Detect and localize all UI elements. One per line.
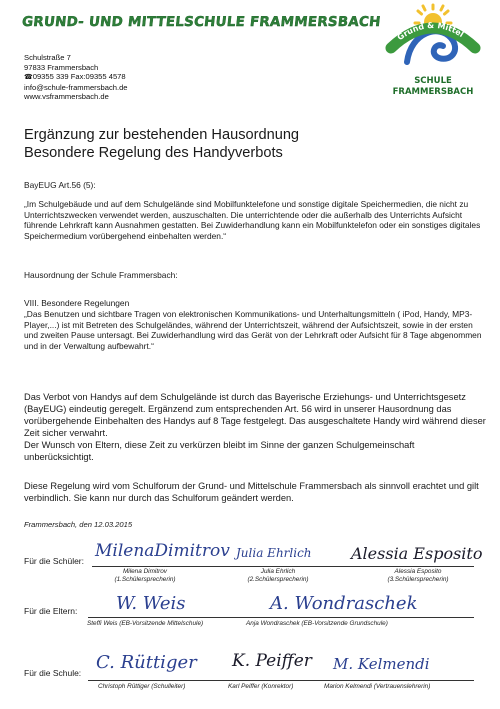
address-email: info@schule-frammersbach.de [24,82,128,92]
caption-student-2-name: Julia Ehrlich [260,568,296,575]
address-phone [24,72,128,83]
logo-graphic [377,2,489,78]
paragraph-1: Das Verbot von Handys auf dem Schulgelände ist durch das Bayerische Erziehungs- und Unterrichtsgesetz (BayEUG) eindeutig geregelt. Ergänzend zum entsprechenden Art. 56 wird in unserer Hausordnung das vorübergehende Einbehalten des Handys auf 8 Tage festgelegt. Das ausgeschaltete Handy wird während dieser Zeit sicher verwahrt. [24,392,486,438]
law-reference: BayEUG Art.56 (5): [24,180,96,190]
caption-parent-1: Steffi Weis (EB-Vorsitzende Mittelschule) [87,620,204,627]
address-street: Schulstraße 7 [24,53,71,62]
caption-parent-2: Anja Wondraschek (EB-Vorsitzende Grundschule) [246,620,388,627]
parents-signature-line [88,617,474,618]
students-signature-line [92,566,474,567]
school-signature-line [88,680,474,681]
signature-peiffer: K. Peiffer [232,651,312,671]
signature-weis: W. Weis [116,593,186,614]
signature-alessia: Alessia Esposito [351,544,483,563]
paragraph-2: Der Wunsch von Eltern, diese Zeit zu verkürzen bleibt im Sinne der ganzen Schulgemeinschaft unberücksichtigt. [24,439,415,462]
parents-label: Für die Eltern: [24,606,78,616]
paragraph-law [24,392,486,463]
caption-student-3-role: (3.Schülersprecherin) [387,576,449,583]
school-address [24,53,128,102]
paragraph-3: Diese Regelung wird vom Schulforum der Grund- und Mittelschule Frammersbach als sinnvoll erachtet und gilt verbindlich. Sie kann nur durch das Schulforum geändert werden. [24,481,479,503]
signature-wondraschek: A. Wondraschek [270,593,418,614]
caption-school-1: Christoph Rüttiger (Schulleiter) [98,683,186,690]
phone-icon: ☎ [24,74,33,82]
signature-julia: Julia Ehrlich [236,546,312,560]
address-web: www.vsframmersbach.de [24,92,109,102]
section-heading: VIII. Besondere Regelungen [24,298,130,308]
address-city: 97833 Frammersbach [24,62,99,72]
document-title [24,126,299,162]
signature-ruettiger: C. Rüttiger [96,652,197,673]
students-label: Für die Schüler: [24,556,84,566]
caption-student-1 [100,568,190,584]
logo-arc-text: Grund & Mittel [395,20,466,43]
caption-student-1-role: (1.Schülersprecherin) [114,576,176,583]
logo-line-schule: SCHULE [414,76,452,86]
signature-milena: MilenaDimitrov [95,541,230,561]
caption-student-3 [368,568,468,584]
caption-student-2-role: (2.Schülersprecherin) [247,576,309,583]
school-label: Für die Schule: [24,668,82,678]
caption-student-1-name: Milena Dimitrov [122,568,168,575]
title-line-1: Ergänzung zur bestehenden Hausordnung [24,127,300,143]
section-quote: „Das Benutzen und sichtbare Tragen von elektronischen Kommunikations- und Unterhaltungsmitteln ( iPod, Handy, MP3- Player,...) ist mit Betreten des Schulgeländes, während der Unterrichtszeit, während der Aufsichtszeit, sowie in der ersten und zweiten Pause untersagt. Bei Zuwiderhandlung wird das Gerät von der Lehrkraft oder Aufsicht für 8 Tage abgenommen und in der Verwaltung aufbewahrt.“ [24,309,482,351]
phone-fax-text: 09355 339 Fax:09355 4578 [32,72,126,82]
caption-student-3-name: Alessia Esposito [394,568,442,575]
caption-school-2: Karl Peiffer (Konrektor) [228,683,294,690]
date-line: Frammersbach, den 12.03.2015 [24,520,133,529]
school-logo [377,2,489,100]
signature-kelmendi: M. Kelmendi [333,655,430,673]
law-quote: „Im Schulgebäude und auf dem Schulgelände sind Mobilfunktelefone und sonstige digitale Speichermedien, die nicht zu Unterrichtszwecken verwendet werden, auszuschalten. Die unterrichtende oder die außerhalb des Unterrichts Aufsicht führende Lehrkraft kann Ausnahmen gestatten. Bei Zuwiderhandlung kann ein Mobilfunktelefon oder ein sonstiges digitales Speichermedium vorübergehend einbehalten werden.“ [24,199,481,241]
title-line-2: Besondere Regelung des Handyverbots [24,145,283,162]
caption-student-2 [232,568,324,584]
house-rules-heading: Hausordnung der Schule Frammersbach: [24,270,178,280]
caption-school-3: Marion Kelmendi (Vertrauenslehrerin) [324,683,431,690]
school-name-heading: GRUND- UND MITTELSCHULE FRAMMERSBACH [21,14,382,30]
logo-line-frammersbach: FRAMMERSBACH [392,87,474,97]
